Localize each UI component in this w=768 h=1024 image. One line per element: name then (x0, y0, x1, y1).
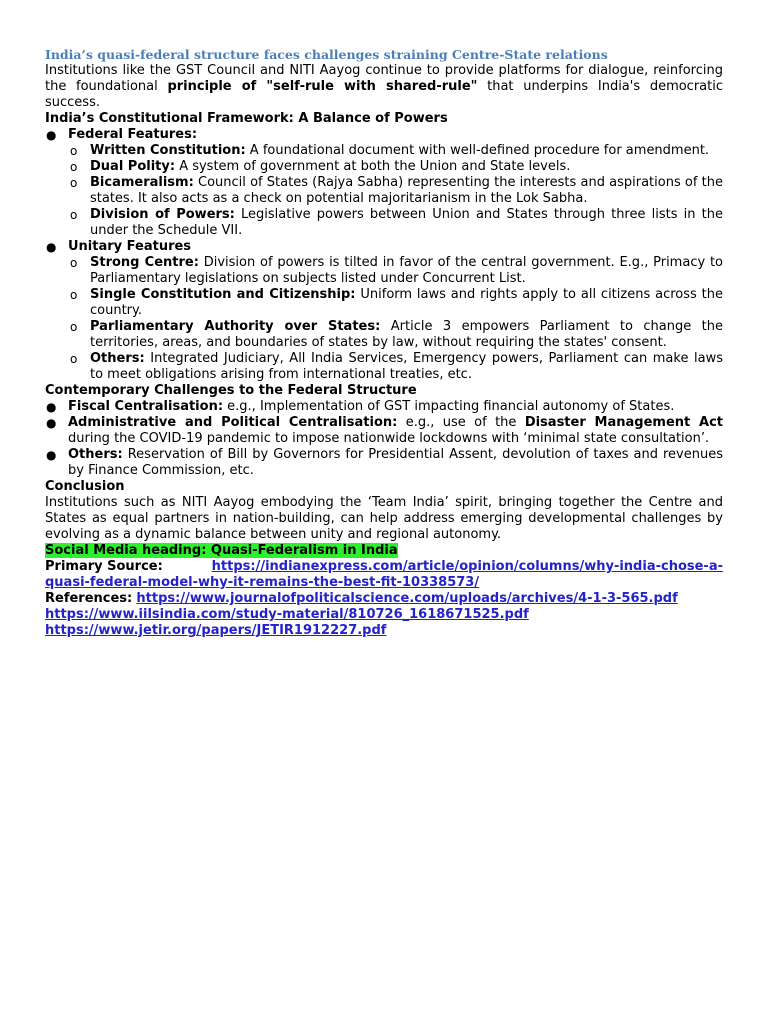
primary-source-label: Primary Source: (45, 559, 163, 574)
list-item-others (45, 447, 723, 479)
sub-bullet-icon: o (70, 288, 78, 302)
item-term: Strong Centre: (90, 255, 199, 270)
intro-paragraph (45, 63, 723, 111)
sub-bullet-icon: o (70, 160, 78, 174)
references-line (45, 591, 723, 607)
framework-heading: India’s Constitutional Framework: A Balance of Powers (45, 111, 448, 126)
bullet-icon: ● (46, 400, 57, 414)
item-term: Bicameralism: (90, 175, 194, 190)
conclusion-heading: Conclusion (45, 479, 125, 494)
social-media-line (45, 543, 723, 559)
sub-bullet-icon: o (70, 352, 78, 366)
bullet-icon: ● (46, 448, 57, 462)
item-term: Administrative and Political Centralisation: (68, 415, 398, 430)
primary-source-line (45, 559, 723, 575)
reference-line (45, 607, 723, 623)
list-item-federal (45, 127, 723, 239)
unitary-sublist (68, 255, 723, 383)
article-title: India’s quasi-federal structure faces challenges straining Centre-State relations (45, 47, 608, 62)
item-term: Dual Polity: (90, 159, 176, 174)
intro-bold: principle of "self-rule with shared-rule" (167, 79, 478, 94)
list-item (68, 319, 723, 351)
document-page (45, 47, 723, 639)
social-media-heading: Social Media heading: Quasi-Federalism in India (45, 543, 398, 558)
item-text: Council of States (Rajya Sabha) representing the interests and aspirations of the states. It also acts as a check on potential majoritarianism in the Lok Sabha. (90, 175, 723, 206)
list-item (68, 351, 723, 383)
list-item-admin (45, 415, 723, 447)
bullet-icon: ● (46, 416, 57, 430)
sub-bullet-icon: o (70, 176, 78, 190)
bullet-icon: ● (46, 240, 57, 254)
intro-text: Institutions like the GST Council and NITI Aayog continue to provide platforms for dialogue, reinforcing the foundational (45, 63, 723, 94)
sub-bullet-icon: o (70, 208, 78, 222)
list-item-fiscal (45, 399, 723, 415)
item-text: e.g., use of the (397, 415, 525, 430)
item-text: Integrated Judiciary, All India Services, Emergency powers, Parliament can make laws to meet obligations arising from international treaties, etc. (90, 351, 723, 382)
item-text: Legislative powers between Union and States through three lists in the under the Schedule VII. (90, 207, 723, 238)
unitary-label: Unitary Features (68, 239, 192, 254)
references-label: References: (45, 591, 133, 606)
federal-sublist (68, 143, 723, 239)
reference-link[interactable]: https://www.journalofpoliticalscience.com/uploads/archives/4-1-3-565.pdf (136, 591, 678, 606)
list-item (68, 159, 723, 175)
conclusion-paragraph: Institutions such as NITI Aayog embodying the ‘Team India’ spirit, bringing together the Centre and States as equal partners in nation-building, can help address emerging developmental challenges by evolving as a dynamic balance between unity and regional autonomy. (45, 495, 723, 542)
item-term: Parliamentary Authority over States: (90, 319, 381, 334)
features-list (45, 127, 723, 383)
item-text: A foundational document with well-defined procedure for amendment. (245, 143, 710, 158)
list-item-unitary (45, 239, 723, 383)
reference-line (45, 623, 723, 639)
intro-text-end: that underpins India's democratic success. (45, 79, 723, 110)
item-term: Division of Powers: (90, 207, 235, 222)
item-term: Fiscal Centralisation: (68, 399, 224, 414)
item-term: Single Constitution and Citizenship: (90, 287, 356, 302)
sub-bullet-icon: o (70, 320, 78, 334)
federal-label: Federal Features: (68, 127, 198, 142)
item-term: Written Constitution: (90, 143, 246, 158)
bullet-icon: ● (46, 128, 57, 142)
reference-link[interactable]: https://www.jetir.org/papers/JETIR1912227.pdf (45, 623, 387, 638)
item-text-secondary: during the COVID-19 pandemic to impose nationwide lockdowns with ‘minimal state consultation’. (68, 431, 710, 446)
primary-source-line-2 (45, 575, 723, 591)
list-item (68, 143, 723, 159)
primary-source-link-continued[interactable]: quasi-federal-model-why-it-remains-the-best-fit-10338573/ (45, 575, 480, 590)
item-text: Uniform laws and rights apply to all citizens across the country. (90, 287, 723, 318)
list-item (68, 255, 723, 287)
sub-bullet-icon: o (70, 256, 78, 270)
list-item (68, 287, 723, 319)
item-term: Others: (90, 351, 145, 366)
item-term: Others: (68, 447, 123, 462)
challenges-list (45, 399, 723, 479)
item-text: Reservation of Bill by Governors for Presidential Assent, devolution of taxes and revenues by Finance Commission, etc. (68, 447, 723, 478)
primary-source-link[interactable]: https://indianexpress.com/article/opinion/columns/why-india-chose-a- (211, 559, 723, 574)
list-item (68, 207, 723, 239)
item-text: Article 3 empowers Parliament to change the territories, areas, and boundaries of states by law, without requiring the states' consent. (90, 319, 724, 350)
reference-link[interactable]: https://www.iilsindia.com/study-material/810726_1618671525.pdf (45, 607, 529, 622)
sub-bullet-icon: o (70, 144, 78, 158)
item-text: Division of powers is tilted in favor of the central government. E.g., Primacy to Parliamentary legislations on subjects listed under Concurrent List. (90, 255, 723, 286)
item-text: e.g., Implementation of GST impacting financial autonomy of States. (223, 399, 675, 414)
list-item (68, 175, 723, 207)
item-term-secondary: Disaster Management Act (524, 415, 723, 430)
challenges-heading: Contemporary Challenges to the Federal Structure (45, 383, 417, 398)
item-text: A system of government at both the Union and State levels. (175, 159, 571, 174)
